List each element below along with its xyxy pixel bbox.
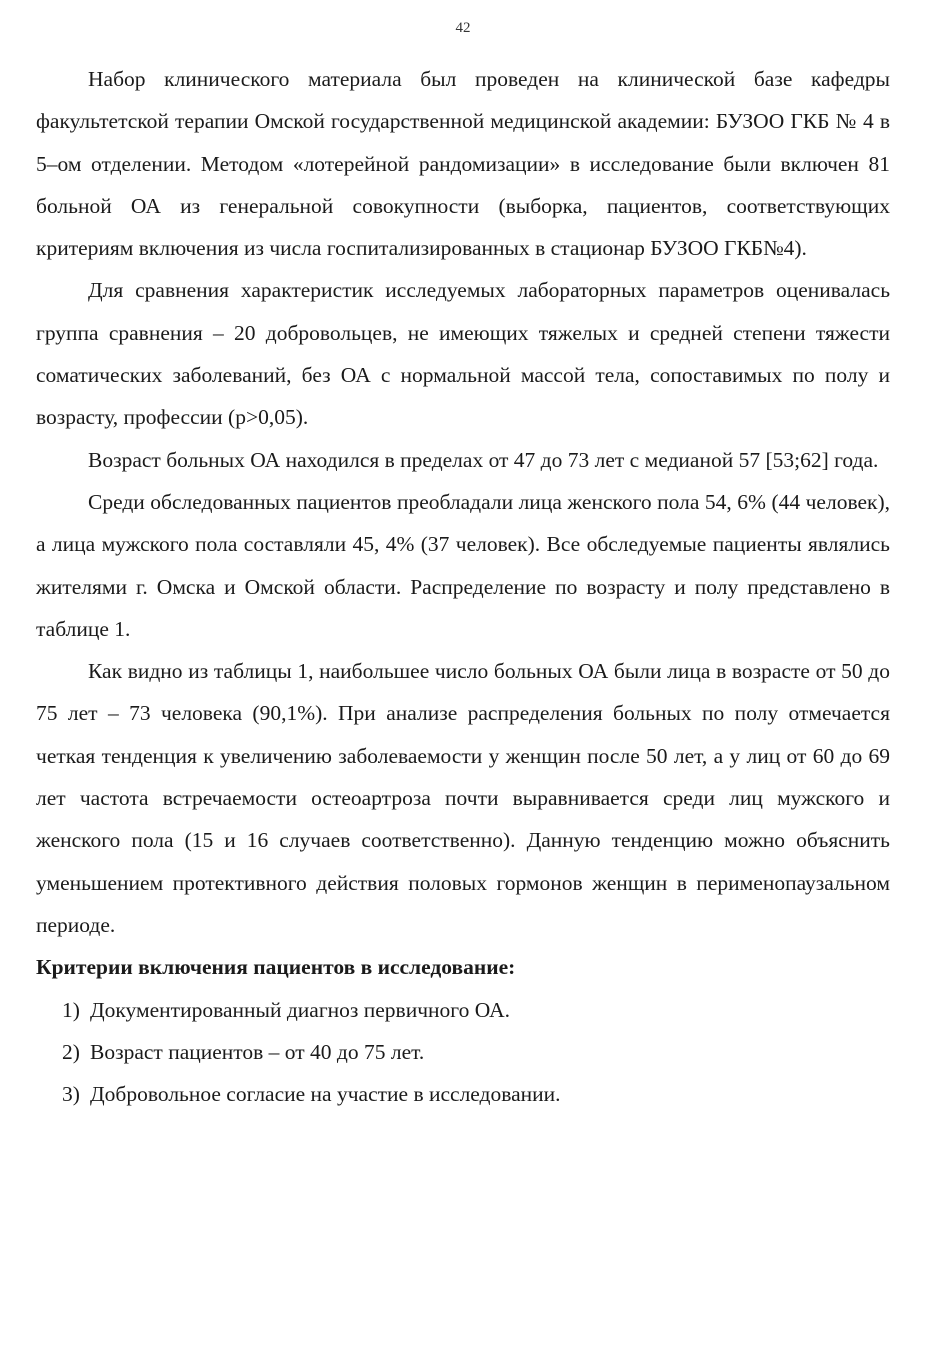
list-item-number: 2) <box>62 1039 80 1064</box>
inclusion-criteria-list <box>36 989 890 1116</box>
paragraph-comparison-group: Для сравнения характеристик исследуемых лабораторных параметров оценивалась группа сравнения – 20 добровольцев, не имеющих тяжелых и средней степени тяжести соматических заболеваний, без ОА с нормальной массой тела, сопоставимых по полу и возрасту, профессии (p>0,05). <box>36 278 890 430</box>
list-item-text: Добровольное согласие на участие в исследовании. <box>90 1082 561 1107</box>
list-item <box>62 989 890 1031</box>
list-item <box>62 1031 890 1073</box>
list-item-text: Возраст пациентов – от 40 до 75 лет. <box>90 1039 425 1064</box>
list-item <box>62 1073 890 1115</box>
paragraph-gender-distribution: Среди обследованных пациентов преобладали лица женского пола 54, 6% (44 человек), а лица мужского пола составляли 45, 4% (37 человек). Все обследуемые пациенты являлись жителями г. Омска и Омской области. Распределение по возрасту и полу представлено в таблице 1. <box>36 489 890 641</box>
paragraph-table-analysis: Как видно из таблицы 1, наибольшее число больных ОА были лица в возрасте от 50 до 75 лет – 73 человека (90,1%). При анализе распределения больных по полу отмечается четкая тенденция к увеличению заболеваемости у женщин после 50 лет, а у лиц от 60 до 69 лет частота встречаемости остеоартроза почти выравнивается среди лиц мужского и женского пола (15 и 16 случаев соответственно). Данную тенденцию можно объяснить уменьшением протективного действия половых гормонов женщин в перименопаузальном периоде. <box>36 659 890 937</box>
list-item-number: 1) <box>62 997 80 1022</box>
list-item-text: Документированный диагноз первичного ОА. <box>90 997 511 1022</box>
paragraph-clinical-material: Набор клинического материала был проведен на клинической базе кафедры факультетской терапии Омской государственной медицинской академии: БУЗОО ГКБ № 4 в 5–ом отделении. Методом «лотерейной рандомизации» в исследование были включен 81 больной ОА из генеральной совокупности (выборка, пациентов, соответствующих критериям включения из числа госпитализированных в стационар БУЗОО ГКБ№4). <box>36 67 890 261</box>
inclusion-criteria-heading: Критерии включения пациентов в исследование: <box>36 955 516 980</box>
paragraph-patient-age: Возраст больных ОА находился в пределах от 47 до 73 лет с медианой 57 [53;62] года. <box>88 447 879 472</box>
list-item-number: 3) <box>62 1082 80 1107</box>
page-number: 42 <box>455 20 471 36</box>
body-text <box>36 58 890 1115</box>
